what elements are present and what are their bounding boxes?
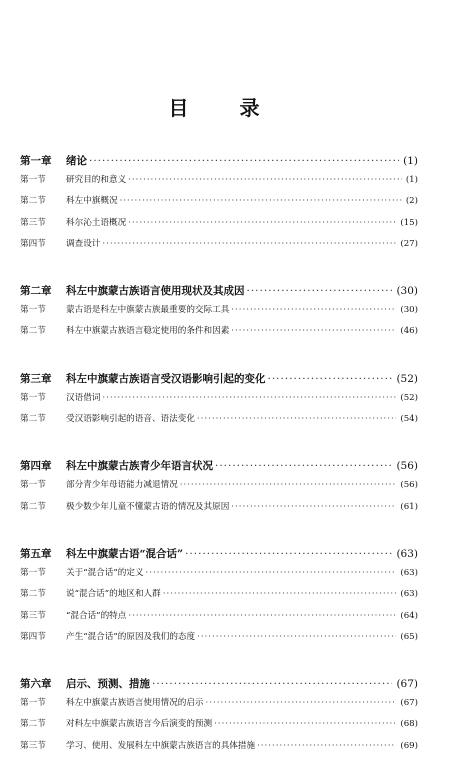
section-entry[interactable]	[20, 173, 418, 194]
section-page-number: (15)	[400, 217, 418, 228]
section-page-number: (61)	[400, 501, 418, 512]
chapter-page-number: (1)	[403, 155, 418, 167]
chapter-page-number: (56)	[396, 460, 418, 473]
page-title: 目 录	[168, 96, 282, 120]
table-of-contents	[20, 153, 418, 760]
section-page-number: (63)	[400, 567, 418, 578]
chapter-label: 第五章	[20, 547, 52, 560]
section-label: 第一节	[20, 175, 46, 185]
section-label: 第二节	[20, 326, 46, 337]
dot-leader	[206, 698, 397, 708]
section-entry[interactable]	[20, 237, 418, 258]
section-entry[interactable]	[20, 216, 418, 237]
section-entry[interactable]	[20, 587, 418, 608]
section-page-number: (65)	[400, 631, 418, 642]
dot-leader	[231, 502, 396, 512]
section-title: 学习、使用、发展科左中旗蒙古族语言的具体措施	[66, 740, 256, 751]
chapter-title: 科左中旗蒙古族语言受汉语影响引起的变化	[66, 372, 266, 385]
dot-leader	[247, 285, 393, 297]
section-title: 对科左中旗蒙古族语言今后演变的预测	[66, 719, 213, 730]
chapter-entry[interactable]	[20, 153, 418, 173]
section-label: 第二节	[20, 719, 46, 730]
section-title: 部分青少年母语能力减退情况	[66, 480, 178, 491]
dot-leader	[152, 678, 392, 690]
section-entry[interactable]	[20, 303, 418, 324]
chapter-label: 第六章	[20, 678, 52, 691]
dot-leader	[257, 741, 396, 751]
chapter-page-number: (52)	[396, 372, 418, 385]
section-label: 第二节	[20, 414, 46, 425]
section-page-number: (56)	[400, 480, 418, 491]
section-entry[interactable]	[20, 696, 418, 717]
dot-leader	[185, 548, 392, 560]
dot-leader	[197, 414, 396, 424]
chapter-label: 第二章	[20, 285, 52, 298]
section-label: 第一节	[20, 305, 46, 316]
section-entry[interactable]	[20, 194, 418, 215]
dot-leader	[146, 568, 397, 578]
dot-leader	[197, 632, 396, 642]
section-title: 研究目的和意义	[66, 175, 127, 185]
section-page-number: (27)	[400, 238, 418, 249]
section-page-number: (67)	[400, 698, 418, 709]
section-label: 第四节	[20, 238, 46, 249]
chapter-title: 科左中旗蒙古族青少年语言状况	[66, 460, 213, 473]
section-label: 第四节	[20, 631, 46, 642]
section-page-number: (68)	[400, 719, 418, 730]
section-entry[interactable]	[20, 478, 418, 499]
chapter-title: 科左中旗蒙古语“混合话”	[66, 547, 184, 560]
section-title: 蒙古语是科左中旗蒙古族最重要的交际工具	[66, 305, 230, 316]
section-title: 说“混合话”的地区和人群	[66, 589, 161, 600]
section-title: 科尔沁土语概况	[66, 217, 127, 228]
chapter-entry[interactable]	[20, 283, 418, 303]
dot-leader	[120, 196, 402, 206]
section-page-number: (63)	[400, 589, 418, 600]
section-title: 受汉语影响引起的语音、语法变化	[66, 414, 195, 425]
section-page-number: (1)	[405, 175, 418, 185]
chapter-page-number: (63)	[396, 547, 418, 560]
section-page-number: (52)	[400, 392, 418, 403]
section-label: 第一节	[20, 480, 46, 491]
chapter-label: 第四章	[20, 460, 52, 473]
chapter-label: 第三章	[20, 372, 52, 385]
dot-leader	[163, 589, 397, 599]
section-page-number: (30)	[400, 305, 418, 316]
dot-leader	[128, 611, 396, 621]
section-entry[interactable]	[20, 391, 418, 412]
chapter-page-number: (67)	[396, 678, 418, 691]
dot-leader	[180, 480, 397, 490]
section-label: 第二节	[20, 196, 46, 207]
dot-leader	[231, 326, 396, 336]
section-page-number: (69)	[400, 740, 418, 751]
dot-leader	[128, 218, 396, 228]
section-label: 第三节	[20, 610, 46, 621]
dot-leader	[102, 393, 396, 403]
section-page-number: (64)	[400, 610, 418, 621]
section-title: 科左中旗概况	[66, 196, 118, 207]
section-entry[interactable]	[20, 717, 418, 738]
section-title: 汉语借词	[66, 392, 101, 403]
section-title: 极少数少年儿童不懂蒙古语的情况及其原因	[66, 501, 230, 512]
section-label: 第一节	[20, 392, 46, 403]
section-label: 第三节	[20, 217, 46, 228]
dot-leader	[231, 305, 396, 315]
section-title: 产生“混合话”的原因及我们的态度	[66, 631, 196, 642]
chapter-entry[interactable]	[20, 458, 418, 478]
section-title: 科左中旗蒙古族语言使用情况的启示	[66, 698, 204, 709]
chapter-page-number: (30)	[396, 285, 418, 298]
chapter-label: 第一章	[20, 155, 52, 167]
section-entry[interactable]	[20, 324, 418, 345]
section-page-number: (2)	[405, 196, 418, 207]
chapter-title: 绪论	[66, 155, 87, 167]
section-title: “混合话”的特点	[66, 610, 127, 621]
dot-leader	[268, 373, 393, 385]
section-label: 第一节	[20, 567, 46, 578]
section-title: 调查设计	[66, 238, 101, 249]
section-entry[interactable]	[20, 500, 418, 521]
dot-leader	[89, 155, 399, 167]
section-entry[interactable]	[20, 609, 418, 630]
section-entry[interactable]	[20, 739, 418, 760]
section-label: 第二节	[20, 501, 46, 512]
section-label: 第二节	[20, 589, 46, 600]
dot-leader	[102, 239, 396, 249]
dot-leader	[215, 460, 392, 472]
chapter-entry[interactable]	[20, 676, 418, 696]
section-title: 关于“混合话”的定义	[66, 567, 144, 578]
dot-leader	[214, 719, 396, 729]
section-entry[interactable]	[20, 630, 418, 651]
chapter-title: 科左中旗蒙古族语言使用现状及其成因	[66, 285, 245, 298]
chapter-title: 启示、预测、措施	[66, 678, 150, 691]
dot-leader	[128, 175, 402, 185]
section-page-number: (46)	[400, 326, 418, 337]
section-page-number: (54)	[400, 414, 418, 425]
section-entry[interactable]	[20, 412, 418, 433]
section-label: 第三节	[20, 740, 46, 751]
chapter-entry[interactable]	[20, 371, 418, 391]
chapter-entry[interactable]	[20, 546, 418, 566]
section-entry[interactable]	[20, 566, 418, 587]
section-title: 科左中旗蒙古族语言稳定使用的条件和因素	[66, 326, 230, 337]
section-label: 第一节	[20, 698, 46, 709]
